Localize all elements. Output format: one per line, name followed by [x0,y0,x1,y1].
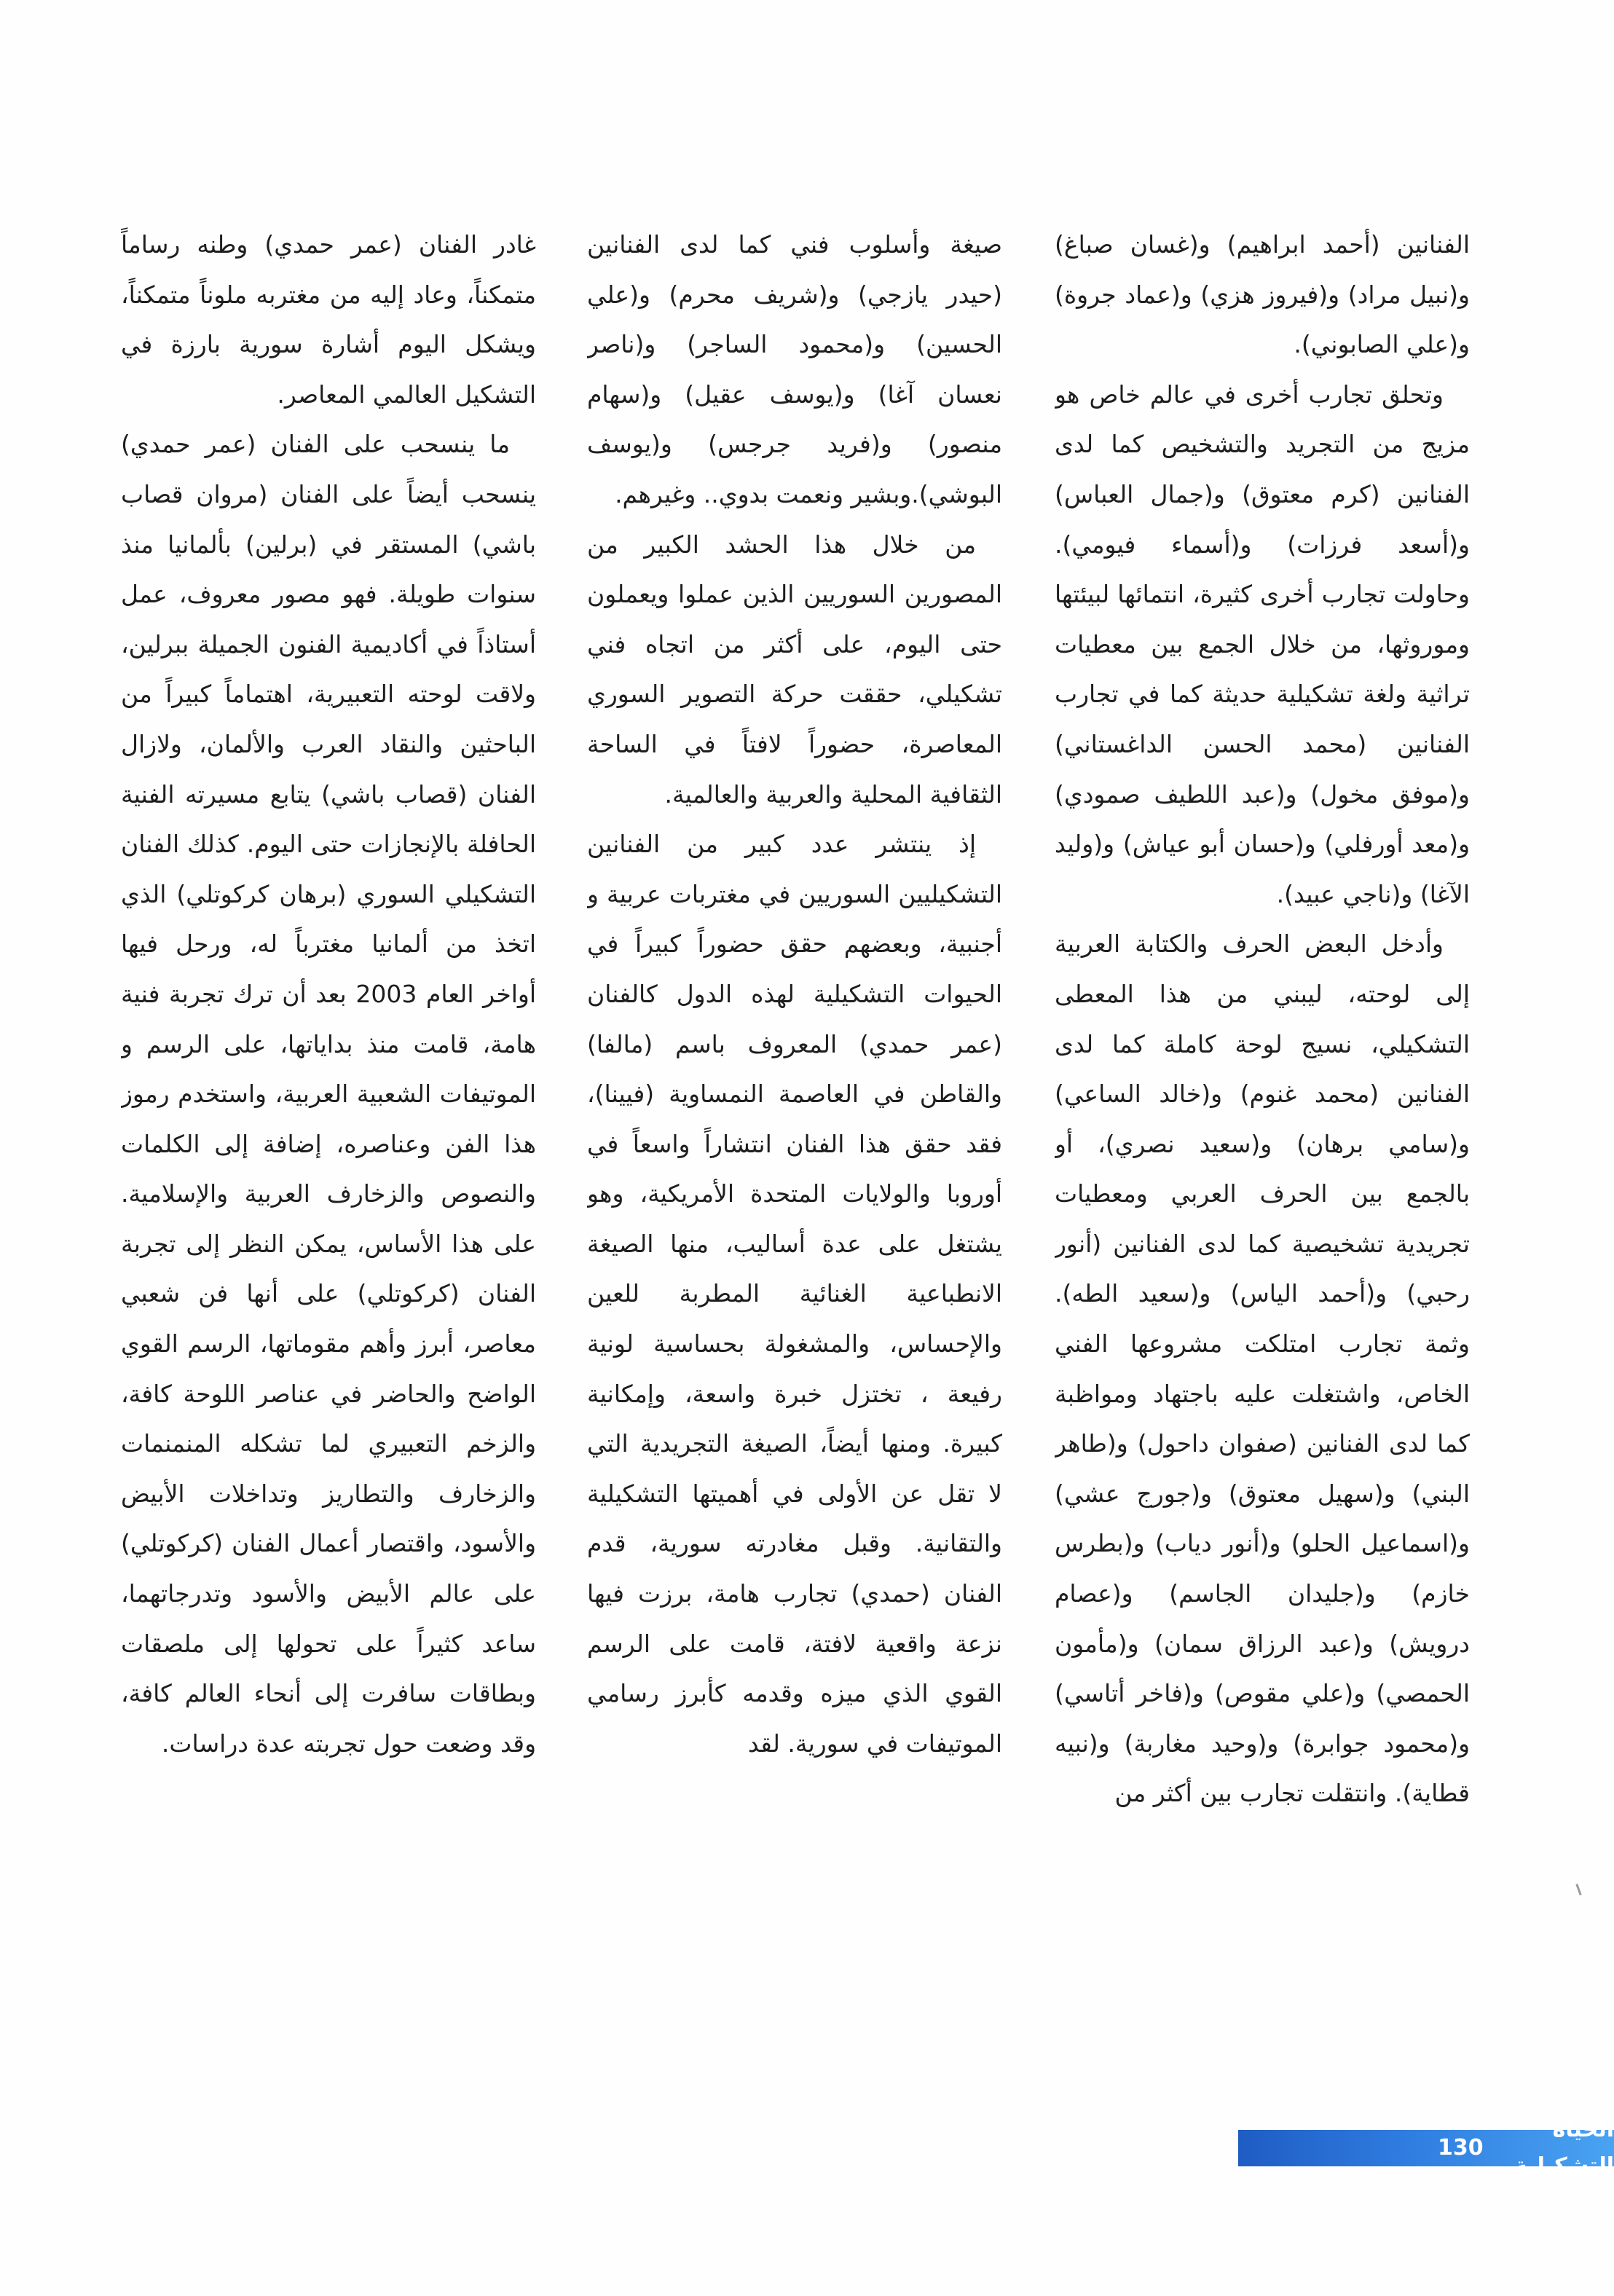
paragraph: وتحلق تجارب أخرى في عالم خاص هو مزيج من التجريد والتشخيص كما لدى الفنانين (كرم معتوق) و(جمال العباس) و(أسعد فرزات) و(أسماء فيومي). وحاولت تجارب أخرى كثيرة، انتمائها لبيئتها وموروثها، من خلال الجمع بين معطيات تراثية ولغة تشكيلية حديثة كما في تجارب الفنانين (محمد الحسن الداغستاني) و(موفق مخول) و(عبد اللطيف صمودي) و(معد أورفلي) و(حسان أبو عياش) و(وليد الآغا) و(ناجي عبيد). [1055,380,1470,908]
page-footer-bar [1238,2117,1614,2179]
magazine-title: الحياة التشكيلية [1514,2117,1614,2179]
article-column-left [121,220,536,2019]
article-column-middle [587,220,1002,2019]
paragraph: إذ ينتشر عدد كبير من الفنانين التشكيليين السوريين في مغتربات عربية و أجنبية، وبعضهم حقق حضوراً كبيراً في الحيوات التشكيلية لهذه الدول كالفنان (عمر حمدي) المعروف باسم (مالفا) والقاطن في العاصمة النمساوية (فيينا)، فقد حقق هذا الفنان انتشاراً واسعاً في أوروبا والولايات المتحدة الأمريكية، وهو يشتغل على عدة أساليب، منها الصيغة الانطباعية الغنائية المطربة للعين والإحساس، والمشغولة بحساسية لونية رفيعة ، تختزل خبرة واسعة، وإمكانية كبيرة. ومنها أيضاً، الصيغة التجريدية التي لا تقل عن الأولى في أهميتها التشكيلية والتقانية. وقبل مغادرته سورية، قدم الفنان (حمدي) تجارب هامة، برزت فيها نزعة واقعية لافتة، قامت على الرسم القوي الذي ميزه وقدمه كأبرز رسامي الموتيفات في سورية. لقد [587,830,1002,1758]
paragraph: الفنانين (أحمد ابراهيم) و(غسان صباغ) و(نبيل مراد) و(فيروز هزي) و(عماد جروة) و(علي الصابوني). [1055,230,1470,359]
paragraph: من خلال هذا الحشد الكبير من المصورين السوريين الذين عملوا ويعملون حتى اليوم، على أكثر من اتجاه فني تشكيلي، حققت حركة التصوير السوري المعاصرة، حضوراً لافتاً في الساحة الثقافية المحلية والعربية والعالمية. [587,530,1002,809]
article-column-right [1055,220,1470,2019]
paragraph: وأدخل البعض الحرف والكتابة العربية إلى لوحته، ليبني من هذا المعطى التشكيلي، نسيج لوحة كاملة كما لدى الفنانين (محمد غنوم) و(خالد الساعي) و(سامي برهان) و(سعيد نصري)، أو بالجمع بين الحرف العربي ومعطيات تجريدية تشخيصية كما لدى الفنانين (أنور رحبي) و(أحمد الياس) و(سعيد الطه). وثمة تجارب امتلكت مشروعها الفني الخاص، واشتغلت عليه باجتهاد ومواظبة كما لدى الفنانين (صفوان داحول) و(طاهر البني) و(سهيل معتوق) و(جورج عشي) و(اسماعيل الحلو) و(أنور دياب) و(بطرس خازم) و(جليدان الجاسم) و(عصام درويش) و(عبد الرزاق سمان) و(مأمون الحمصي) و(علي مقوص) و(فاخر أتاسي) و(محمود جوابرة) و(وحيد مغاربة) و(نبيه قطاية). وانتقلت تجارب بين أكثر من [1055,929,1470,1808]
paragraph: ما ينسحب على الفنان (عمر حمدي) ينسحب أيضاً على الفنان (مروان قصاب باشي) المستقر في (برلين) بألمانيا منذ سنوات طويلة. فهو مصور معروف، عمل أستاذاً في أكاديمية الفنون الجميلة ببرلين، ولاقت لوحته التعبيرية، اهتماماً كبيراً من الباحثين والنقاد العرب والألمان، ولازال الفنان (قصاب باشي) يتابع مسيرته الفنية الحافلة بالإنجازات حتى اليوم. كذلك الفنان التشكيلي السوري (برهان كركوتلي) الذي اتخذ من ألمانيا مغترباً له، ورحل فيها أواخر العام 2003 بعد أن ترك تجربة فنية هامة، قامت منذ بداياتها، على الرسم و الموتيفات الشعبية العربية، واستخدم رموز هذا الفن وعناصره، إضافة إلى الكلمات والنصوص والزخارف العربية والإسلامية. على هذا الأساس، يمكن النظر إلى تجربة الفنان (كركوتلي) على أنها فن شعبي معاصر، أبرز وأهم مقوماتها، الرسم القوي الواضح والحاضر في عناصر اللوحة كافة، والزخم التعبيري لما تشكله المنمنمات والزخارف والتطاريز وتداخلات الأبيض والأسود، واقتصار أعمال الفنان (كركوتلي) على عالم الأبيض والأسود وتدرجاتهما، ساعد كثيراً على تحولها إلى ملصقات وبطاقات سافرت إلى أنحاء العالم كافة، وقد وضعت حول تجربته عدة دراسات. [121,430,536,1758]
paragraph: صيغة وأسلوب فني كما لدى الفنانين (حيدر يازجي) و(شريف محرم) و(علي الحسين) و(محمود الساجر) و(ناصر نعسان آغا) و(يوسف عقيل) و(سهام منصور) و(فريد جرجس) و(يوسف البوشي).وبشير ونعمت بدوي.. وغيرهم. [587,230,1002,508]
scan-mark [1575,1884,1581,1895]
paragraph: غادر الفنان (عمر حمدي) وطنه رساماً متمكناً، وعاد إليه من مغتربه ملوناً متمكناً، ويشكل اليوم أشارة سورية بارزة في التشكيل العالمي المعاصر. [121,230,536,409]
page-number: 130 [1438,2135,1484,2161]
